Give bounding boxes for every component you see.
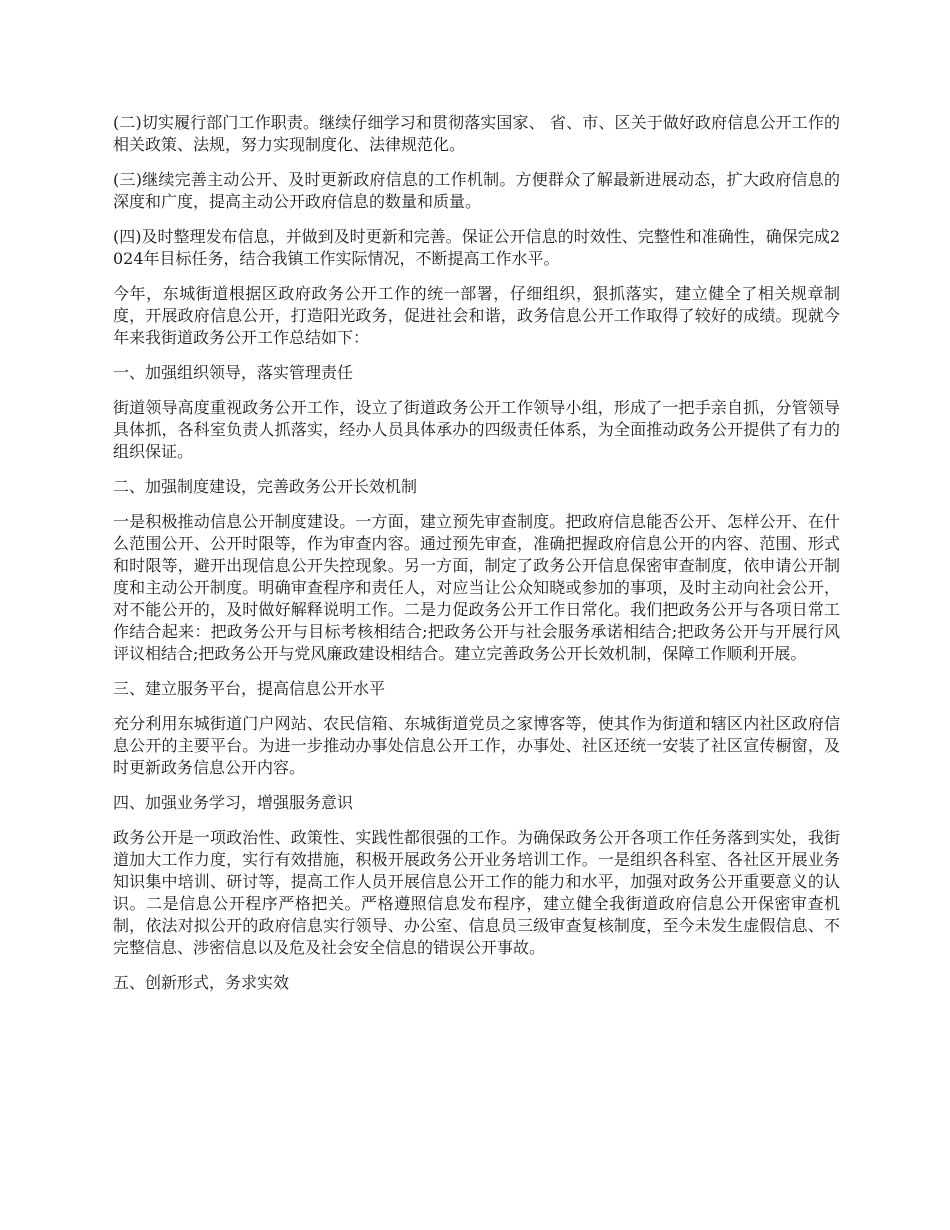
- paragraph-4: (四)及时整理发布信息，并做到及时更新和完善。保证公开信息的时效性、完整性和准确性，确保完成2024年目标任务，结合我镇工作实际情况，不断提高工作水平。: [113, 227, 840, 268]
- document-page: [113, 112, 840, 1007]
- section-body-1: 街道领导高度重视政务公开工作，设立了街道政务公开工作领导小组，形成了一把手亲自抓，分管领导具体抓，各科室负责人抓落实，经办人员具体承办的四级责任体系，为全面推动政务公开提供了有力的组织保证。: [113, 398, 840, 461]
- section-body-2: 一是积极推动信息公开制度建设。一方面，建立预先审查制度。把政府信息能否公开、怎样公开、在什么范围公开、公开时限等，作为审查内容。通过预先审查，准确把握政府信息公开的内容、范围、形式和时限等，避开出现信息公开失控现象。另一方面，制定了政务公开信息保密审查制度，依申请公开制度和主动公开制度。明确审查程序和责任人，对应当让公众知晓或参加的事项，及时主动向社会公开，对不能公开的，及时做好解释说明工作。二是力促政务公开工作日常化。我们把政务公开与各项日常工作结合起来：把政务公开与目标考核相结合;把政务公开与社会服务承诺相结合;把政务公开与开展行风评议相结合;把政务公开与党风廉政建设相结合。建立完善政务公开长效机制，保障工作顺利开展。: [113, 512, 840, 663]
- section-heading-1: 一、加强组织领导，落实管理责任: [113, 363, 354, 382]
- paragraph-2: (二)切实履行部门工作职责。继续仔细学习和贯彻落实国家、 省、市、区关于做好政府信息公开工作的相关政策、法规，努力实现制度化、法律规范化。: [113, 113, 840, 154]
- section-heading-5: 五、创新形式，务求实效: [113, 973, 290, 992]
- paragraph-3: (三)继续完善主动公开、及时更新政府信息的工作机制。方便群众了解最新进展动态，扩大政府信息的深度和广度，提高主动公开政府信息的数量和质量。: [113, 170, 840, 211]
- section-heading-2: 二、加强制度建设，完善政务公开长效机制: [113, 477, 418, 496]
- intro-paragraph: 今年，东城街道根据区政府政务公开工作的统一部署，仔细组织，狠抓落实，建立健全了相关规章制度，开展政府信息公开，打造阳光政务，促进社会和谐，政务信息公开工作取得了较好的成绩。现就今年来我街道政务公开工作总结如下：: [113, 284, 840, 347]
- section-heading-3: 三、建立服务平台，提高信息公开水平: [113, 679, 386, 698]
- section-body-4: 政务公开是一项政治性、政策性、实践性都很强的工作。为确保政务公开各项工作任务落到实处，我街道加大工作力度，实行有效措施，积极开展政务公开业务培训工作。一是组织各科室、各社区开展业务知识集中培训、研讨等，提高工作人员开展信息公开工作的能力和水平，加强对政务公开重要意义的认识。二是信息公开程序严格把关。严格遵照信息发布程序，建立健全我街道政府信息公开保密审查机制，依法对拟公开的政府信息实行领导、办公室、信息员三级审查复核制度，至今未发生虚假信息、不完整信息、涉密信息以及危及社会安全信息的错误公开事故。: [113, 828, 840, 957]
- section-heading-4: 四、加强业务学习，增强服务意识: [113, 793, 354, 812]
- section-body-3: 充分利用东城街道门户网站、农民信箱、东城街道党员之家博客等，使其作为街道和辖区内社区政府信息公开的主要平台。为进一步推动办事处信息公开工作，办事处、社区还统一安装了社区宣传橱窗，及时更新政务信息公开内容。: [113, 714, 840, 777]
